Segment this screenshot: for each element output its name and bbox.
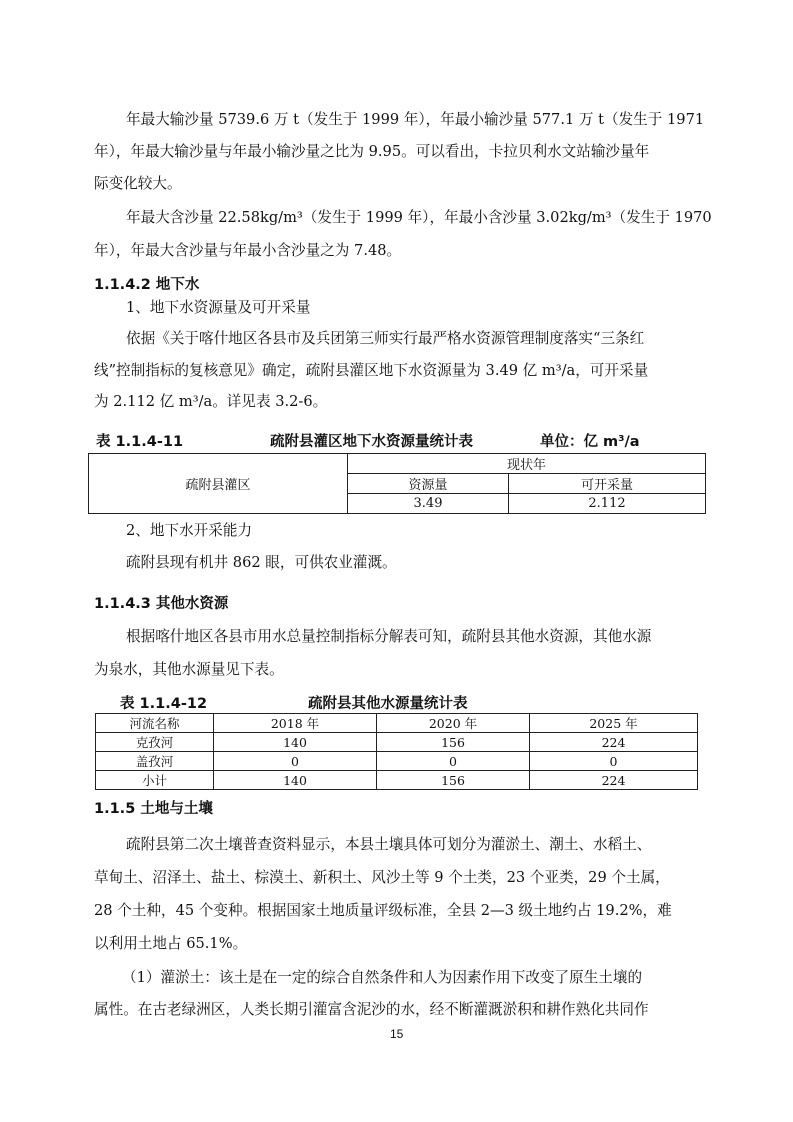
groundwater-item-1: 1、地下水资源量及可开采量 — [126, 299, 311, 316]
table2-cell: 140 — [214, 771, 377, 790]
heading-groundwater: 1.1.4.2 地下水 — [94, 277, 200, 293]
paragraph-concentration-line-1: 年最大含沙量 22.58kg/m³（发生于 1999 年），年最小含沙量 3.02kg/m³（发生于 1970 — [126, 209, 712, 226]
table2-cell: 140 — [214, 733, 377, 752]
table2-header-2020: 2020 年 — [377, 714, 530, 733]
table2-header-river: 河流名称 — [96, 714, 214, 733]
table1-unit: 单位：亿 m³/a — [540, 434, 640, 450]
groundwater-item-2: 2、地下水开采能力 — [126, 522, 253, 539]
table2-cell: 盖孜河 — [96, 752, 214, 771]
table1-col-resource: 资源量 — [348, 474, 509, 494]
table2-cell: 156 — [377, 733, 530, 752]
paragraph-soil-line-1: 疏附县第二次土壤普查资料显示，本县土壤具体可划分为灌淤土、潮土、水稻土、 — [126, 836, 652, 853]
paragraph-sediment-line-1: 年最大输沙量 5739.6 万 t（发生于 1999 年），年最小输沙量 577.1 万 t（发生于 1971 — [126, 111, 705, 128]
table2-cell: 小计 — [96, 771, 214, 790]
table2-number: 表 1.1.4-12 — [120, 696, 208, 712]
table2-cell: 224 — [530, 771, 698, 790]
paragraph-sediment-line-3: 际变化较大。 — [94, 175, 182, 192]
paragraph-sediment-line-2: 年），年最大输沙量与年最小输沙量之比为 9.95。可以看出，卡拉贝利水文站输沙量年 — [94, 143, 650, 160]
paragraph-groundwater-line-2: 线”控制指标的复核意见》确定，疏附县灌区地下水资源量为 3.49 亿 m³/a，可开采量 — [94, 362, 649, 379]
paragraph-wells: 疏附县现有机井 862 眼，可供农业灌溉。 — [126, 554, 397, 571]
table1-group-header: 现状年 — [348, 454, 706, 474]
table1-row-header: 疏附县灌区 — [89, 454, 348, 514]
table-row — [96, 733, 698, 752]
paragraph-soil-line-3: 28 个土种，45 个变种。根据国家土地质量评级标准，全县 2—3 级土地约占 19.2%，难 — [94, 902, 672, 919]
other-water-table — [95, 713, 698, 790]
table2-header-2025: 2025 年 — [530, 714, 698, 733]
table2-cell: 0 — [214, 752, 377, 771]
paragraph-soil-line-2: 草甸土、沼泽土、盐土、棕漠土、新积土、风沙土等 9 个土类，23 个亚类，29 个土属， — [94, 869, 670, 886]
paragraph-other-water-line-1: 根据喀什地区各县市用水总量控制指标分解表可知，疏附县其他水资源，其他水源 — [126, 628, 652, 645]
table2-cell: 克孜河 — [96, 733, 214, 752]
table-row — [96, 752, 698, 771]
paragraph-irrigated-soil-line-2: 属性。在古老绿洲区，人类长期引灌富含泥沙的水，经不断灌溉淤积和耕作熟化共同作 — [94, 1001, 649, 1018]
paragraph-soil-line-4: 以利用土地占 65.1%。 — [94, 935, 248, 952]
table2-title: 疏附县其他水源量统计表 — [308, 696, 468, 712]
table2-cell: 224 — [530, 733, 698, 752]
paragraph-irrigated-soil-line-1: （1）灌淤土：该土是在一定的综合自然条件和人为因素作用下改变了原生土壤的 — [122, 969, 643, 986]
heading-land-soil: 1.1.5 土地与土壤 — [94, 801, 213, 817]
table1-col-exploitable: 可开采量 — [509, 474, 706, 494]
page-number: 15 — [390, 1027, 404, 1041]
heading-other-water: 1.1.4.3 其他水资源 — [94, 596, 229, 612]
table-header-row — [96, 714, 698, 733]
table2-cell: 156 — [377, 771, 530, 790]
table2-header-2018: 2018 年 — [214, 714, 377, 733]
table1-number: 表 1.1.4-11 — [96, 434, 184, 450]
table2-cell: 0 — [377, 752, 530, 771]
paragraph-groundwater-line-1: 依据《关于喀什地区各县市及兵团第三师实行最严格水资源管理制度落实“三条红 — [126, 330, 645, 347]
table-row — [96, 771, 698, 790]
table1-value-exploitable: 2.112 — [509, 494, 706, 514]
paragraph-groundwater-line-3: 为 2.112 亿 m³/a。详见表 3.2-6。 — [94, 393, 328, 410]
paragraph-other-water-line-2: 为泉水，其他水源量见下表。 — [94, 661, 284, 678]
table2-cell: 0 — [530, 752, 698, 771]
table1-value-resource: 3.49 — [348, 494, 509, 514]
table1-title: 疏附县灌区地下水资源量统计表 — [270, 434, 473, 450]
groundwater-table — [88, 453, 706, 514]
paragraph-concentration-line-2: 年），年最大含沙量与年最小含沙量之为 7.48。 — [94, 242, 402, 259]
